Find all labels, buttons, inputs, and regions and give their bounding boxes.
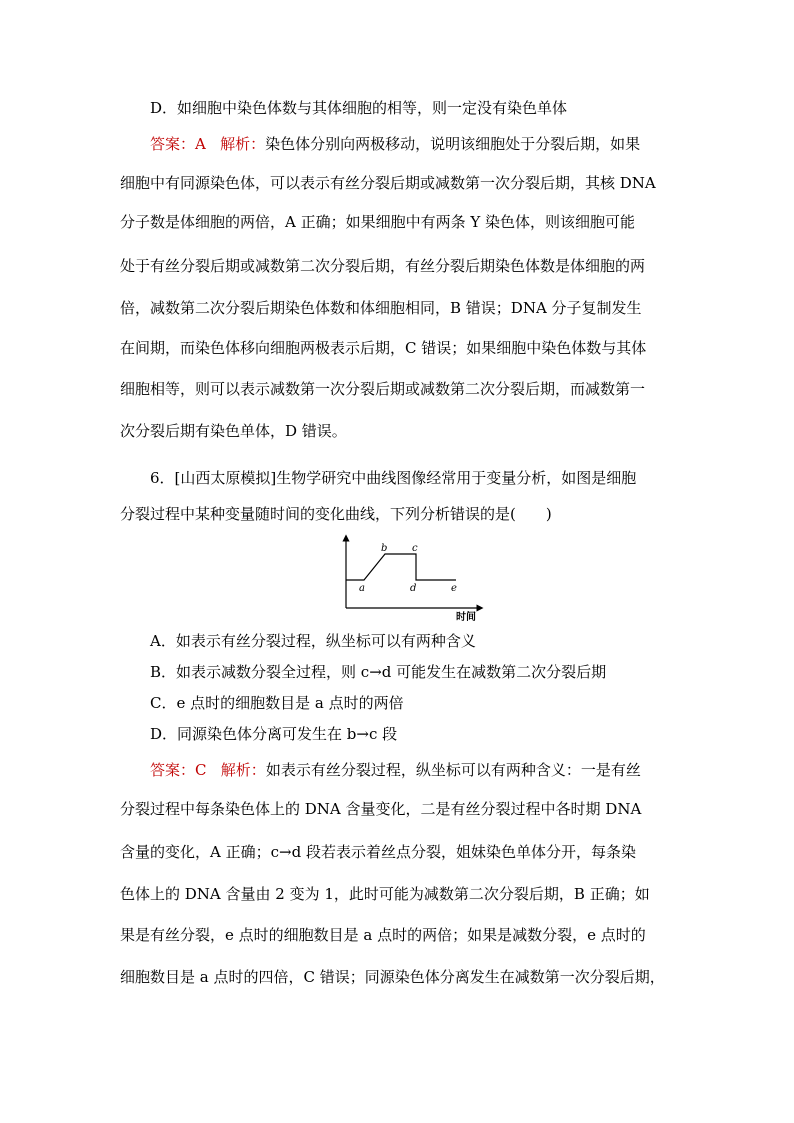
- q5-answer-label: 答案：A: [150, 135, 206, 153]
- graph-point-d: d: [410, 583, 417, 594]
- q6-option-a: A．如表示有丝分裂过程，纵坐标可以有两种含义: [150, 632, 476, 650]
- q6-analysis-line-5: 果是有丝分裂，e 点时的细胞数目是 a 点时的两倍；如果是减数分裂，e 点时的: [120, 926, 646, 944]
- q5-analysis-line-3: 分子数是体细胞的两倍，A 正确；如果细胞中有两条 Y 染色体，则该细胞可能: [120, 213, 636, 231]
- q6-stem-line-1: 6．[山西太原模拟]生物学研究中曲线图像经常用于变量分析，如图是细胞: [150, 469, 637, 487]
- q6-analysis-line-6: 细胞数目是 a 点时的四倍，C 错误；同源染色体分离发生在减数第一次分裂后期，: [120, 968, 665, 986]
- graph-point-c: c: [412, 543, 418, 554]
- q5-analysis-text-1: 染色体分别向两极移动，说明该细胞处于分裂后期，如果: [265, 135, 641, 153]
- q5-analysis-line-8: 次分裂后期有染色单体，D 错误。: [120, 422, 347, 440]
- q5-analysis-line-2: 细胞中有同源染色体，可以表示有丝分裂后期或减数第一次分裂后期，其核 DNA: [120, 174, 656, 192]
- q6-analysis-text-1: 如表示有丝分裂过程，纵坐标可以有两种含义：一是有丝: [265, 761, 641, 779]
- q6-stem-line-2: 分裂过程中某种变量随时间的变化曲线，下列分析错误的是( ): [120, 505, 552, 523]
- q5-analysis-line-5: 倍，减数第二次分裂后期染色体数和体细胞相同，B 错误；DNA 分子复制发生: [120, 299, 642, 317]
- q5-analysis-line-1: [150, 134, 710, 154]
- q6-answer-label: 答案：C: [150, 761, 207, 779]
- q6-analysis-line-4: 色体上的 DNA 含量由 2 变为 1，此时可能为减数第二次分裂后期，B 正确；如: [120, 885, 650, 903]
- q6-analysis-line-1: [150, 760, 710, 780]
- q6-option-c: C．e 点时的细胞数目是 a 点时的两倍: [150, 694, 404, 712]
- graph-point-b: b: [381, 543, 388, 554]
- variable-curve: [346, 554, 456, 580]
- graph-point-e: e: [451, 583, 457, 594]
- q5-analysis-line-6: 在间期，而染色体移向细胞两极表示后期，C 错误；如果细胞中染色体数与其体: [120, 339, 647, 357]
- q5-option-d: D．如细胞中染色体数与其体细胞的相等，则一定没有染色单体: [150, 99, 568, 117]
- q5-analysis-label: 解析：: [220, 135, 266, 153]
- q5-analysis-line-7: 细胞相等，则可以表示减数第一次分裂后期或减数第二次分裂后期，而减数第一: [120, 380, 646, 398]
- q5-analysis-line-4: 处于有丝分裂后期或减数第二次分裂后期，有丝分裂后期染色体数是体细胞的两: [120, 257, 646, 275]
- q6-option-d: D．同源染色体分离可发生在 b→c 段: [150, 725, 398, 743]
- x-axis-label: 时间: [456, 612, 476, 623]
- graph-point-a: a: [359, 583, 365, 594]
- q6-analysis-label: 解析：: [220, 761, 266, 779]
- variable-time-graph: [330, 532, 490, 624]
- q6-option-b: B．如表示减数分裂全过程，则 c→d 可能发生在减数第二次分裂后期: [150, 663, 607, 681]
- q6-analysis-line-2: 分裂过程中每条染色体上的 DNA 含量变化，二是有丝分裂过程中各时期 DNA: [120, 800, 642, 818]
- q6-analysis-line-3: 含量的变化，A 正确；c→d 段若表示着丝点分裂，姐妹染色单体分开，每条染: [120, 843, 636, 861]
